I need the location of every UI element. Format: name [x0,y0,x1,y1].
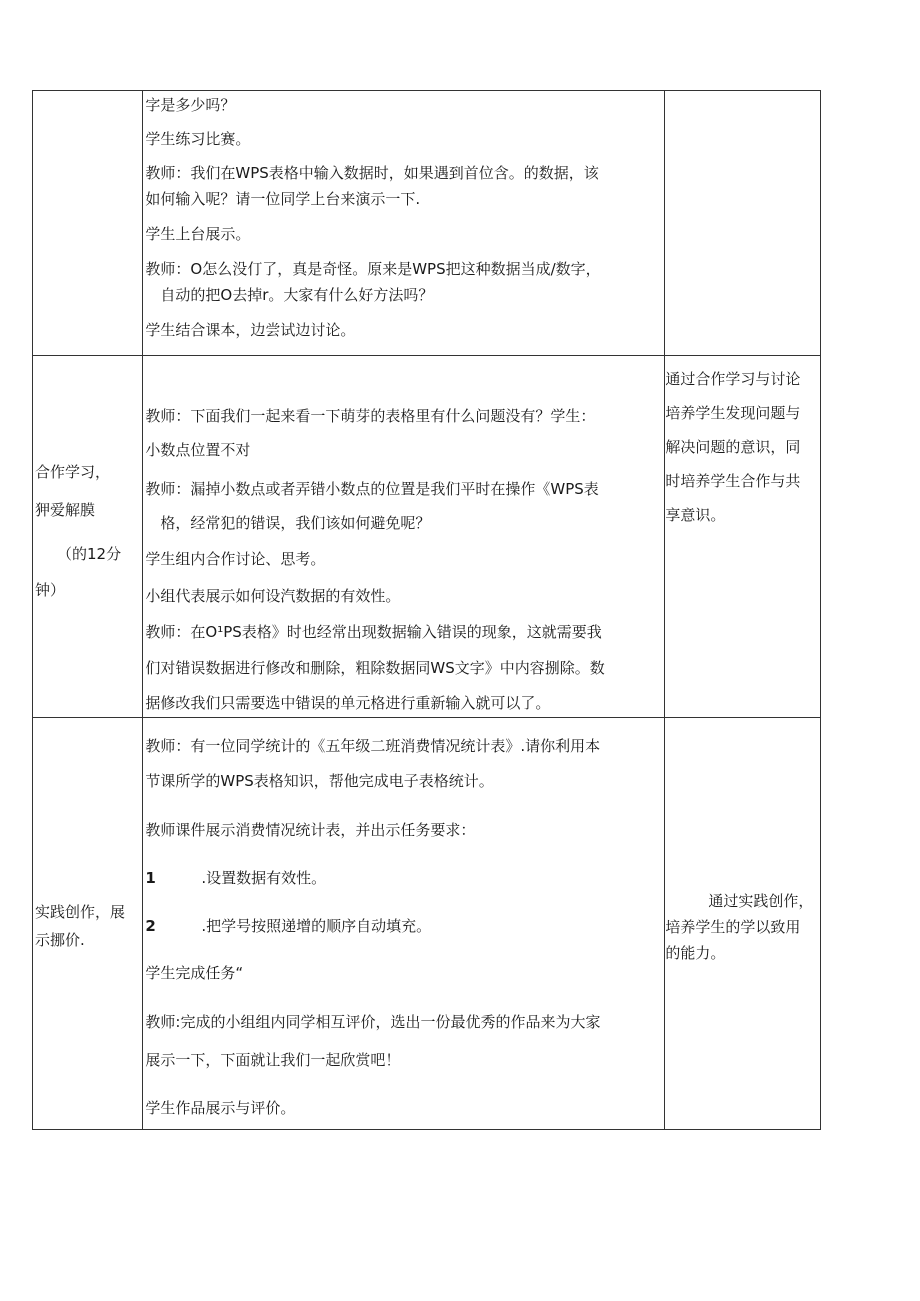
activity-line: 教师课件展示消费情况统计表，并出示任务要求： [145,821,476,839]
activity-line: 如何输入呢？请一位同学上台来演示一下. [145,190,421,208]
activity-cell [143,356,665,718]
stage-label-line: 示挪价. [35,931,85,949]
activity-line: 教师：在O¹PS表格》时也经常出现数据输入错误的现象，这就需要我 [145,623,602,641]
activity-line: 教师：我们在WPS表格中输入数据时，如果遇到首位含。的数据，该 [145,164,599,182]
purpose-cell [665,356,821,718]
activity-line: 据修改我们只需要选中错误的单元格进行重新输入就可以了。 [145,694,551,712]
purpose-cell [665,91,821,356]
purpose-line: 培养学生发现问题与 [665,404,801,422]
activity-line: 教师：有一位同学统计的《五年级二班消费情况统计表》.请你利用本 [145,737,601,755]
purpose-line: 的能力。 [665,944,726,962]
activity-cell [143,718,665,1130]
activity-line: 自动的把O去掉r。大家有什么好方法吗？ [160,286,434,304]
purpose-cell [665,718,821,1130]
activity-line: 小组代表展示如何设汽数据的有效性。 [145,587,401,605]
activity-line: 学生练习比赛。 [145,130,251,148]
purpose-line: 解决问题的意识，同 [665,438,801,456]
purpose-line: 通过合作学习与讨论 [665,370,801,388]
purpose-line: 通过实践创作， [708,892,814,910]
activity-line: 学生结合课本，边尝试边讨论。 [145,321,356,339]
activity-line: 节课所学的WPS表格知识，帮他完成电子表格统计。 [145,772,494,790]
stage-label-line: 狎爱解膜 [35,501,96,519]
table-row [33,91,821,356]
activity-line: 学生作品展示与评价。 [145,1099,296,1117]
stage-label-line: 实践创作，展 [35,903,126,921]
task-number: 1 [145,869,156,887]
activity-line: 展示一下，下面就让我们一起欣赏吧！ [145,1051,401,1069]
table-row [33,718,821,1130]
stage-cell [33,91,143,356]
activity-line: 小数点位置不对 [145,441,251,459]
activity-line: 学生组内合作讨论、思考。 [145,550,326,568]
stage-cell [33,356,143,718]
stage-cell [33,718,143,1130]
stage-label-line: （的12分 [57,545,122,563]
activity-line: 学生完成任务“ [145,964,244,982]
table-row [33,356,821,718]
activity-line: 们对错误数据进行修改和删除，粗除数据同WS文字》中内容捌除。数 [145,659,605,677]
stage-label-line: 钟） [35,581,66,599]
task-number: 2 [145,917,156,935]
task-text: .把学号按照递增的顺序自动填充。 [201,917,432,935]
activity-line: 教师：下面我们一起来看一下萌芽的表格里有什么问题没有？学生： [145,407,596,425]
activity-line: 字是多少吗？ [145,96,236,114]
activity-line: 格，经常犯的错误，我们该如何避免呢？ [160,514,431,532]
lesson-plan-table [32,90,821,1130]
activity-line: 教师：O怎么没仃了，真是奇怪。原来是WPS把这种数据当成/数字， [145,260,601,278]
purpose-line: 时培养学生合作与共 [665,472,801,490]
task-item [145,914,660,938]
task-item [145,866,660,890]
task-text: .设置数据有效性。 [201,869,327,887]
activity-line: 教师：漏掉小数点或者弄错小数点的位置是我们平时在操作《WPS表 [145,480,599,498]
activity-line: 教师:完成的小组组内同学相互评价，选出一份最优秀的作品来为大家 [145,1013,601,1031]
purpose-line: 培养学生的学以致用 [665,918,801,936]
purpose-line: 享意识。 [665,506,726,524]
activity-line: 学生上台展示。 [145,225,251,243]
activity-cell [143,91,665,356]
stage-label-line: 合作学习， [35,463,111,481]
